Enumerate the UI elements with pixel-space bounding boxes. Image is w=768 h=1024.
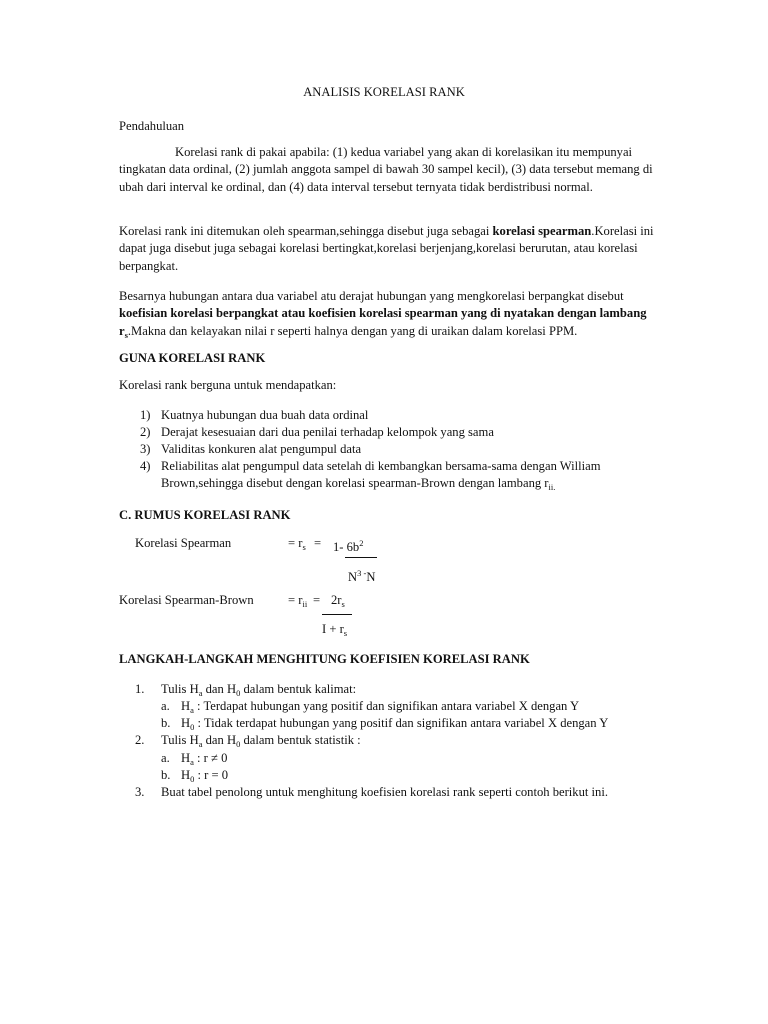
step-1b: $H_0$ : Tidak terdapat hubungan yang positif dan signifikan antara variabel X dengan Y	[181, 716, 609, 732]
formula-denominator: $N^{3 -}N$	[348, 568, 376, 584]
step-1: Tulis $H_a$ dan $H_0$ dalam bentuk kalimat:	[161, 682, 357, 698]
guna-heading: GUNA KORELASI RANK	[119, 351, 266, 365]
step-number: 1.	[135, 682, 145, 696]
fraction-bar	[322, 614, 352, 615]
list-item-number: 1)	[140, 408, 151, 422]
formula-denominator: $I + r_s$	[322, 622, 348, 638]
list-item: Kuatnya hubungan dua buah data ordinal	[161, 408, 369, 422]
list-item: Reliabilitas alat pengumpul data setelah di kembangkan bersama-sama dengan William	[161, 459, 601, 473]
substep-letter: b.	[161, 768, 171, 782]
intro-heading: Pendahuluan	[119, 119, 185, 133]
paragraph-intro: Korelasi rank di pakai apabila: (1) kedua variabel yang akan di korelasikan itu mempunyai tingkatan data ordinal, (2) jumlah anggota sampel di bawah 30 sampel kecil), (3) data tersebut memang di ubah dari interval ke ordinal, dan (4) data interval tersebut ternyata tidak berdistribusi normal.	[119, 145, 653, 194]
step-2b: $H_0$ : r = 0	[181, 768, 229, 784]
step-2a: $H_a$ : r ≠ 0	[181, 751, 228, 767]
rumus-heading: C. RUMUS KORELASI RANK	[119, 508, 291, 522]
formula-equals: =	[314, 536, 322, 550]
list-item: Validitas konkuren alat pengumpul data	[161, 442, 362, 456]
guna-intro: Korelasi rank berguna untuk mendapatkan:	[119, 378, 337, 392]
list-item-number: 2)	[140, 425, 151, 439]
list-item-number: 3)	[140, 442, 151, 456]
formula-lhs: = $r_{ii}$	[288, 593, 308, 609]
page-title: ANALISIS KORELASI RANK	[303, 85, 465, 99]
step-1a: $H_a$ : Terdapat hubungan yang positif dan signifikan antara variabel X dengan Y	[181, 699, 580, 715]
list-item: Derajat kesesuaian dari dua penilai terhadap kelompok yang sama	[161, 425, 494, 439]
step-number: 3.	[135, 785, 145, 799]
substep-letter: a.	[161, 699, 170, 713]
formula-equals: =	[313, 593, 321, 607]
formula-label: Korelasi Spearman	[135, 536, 232, 550]
formula-label: Korelasi Spearman-Brown	[119, 593, 254, 607]
substep-letter: a.	[161, 751, 170, 765]
fraction-bar	[345, 557, 377, 558]
substep-letter: b.	[161, 716, 171, 730]
step-2: Tulis $H_a$ dan $H_0$ dalam bentuk statistik :	[161, 733, 361, 749]
paragraph-spearman: Korelasi rank ini ditemukan oleh spearman,sehingga disebut juga sebagai korelasi spearman.Korelasi ini dapat juga disebut juga sebagai korelasi bertingkat,korelasi berjenjang,korelasi berurutan, atau korelasi berpangkat.	[119, 224, 654, 273]
langkah-heading: LANGKAH-LANGKAH MENGHITUNG KOEFISIEN KORELASI RANK	[119, 652, 530, 666]
list-item-number: 4)	[140, 459, 151, 473]
formula-lhs: = $r_s$	[288, 536, 306, 552]
step-number: 2.	[135, 733, 145, 747]
formula-numerator: $2r_s$	[331, 593, 345, 609]
formula-numerator: 1- $6b^2$	[333, 538, 364, 554]
list-item-continuation: Brown,sehingga disebut dengan korelasi spearman-Brown dengan lambang $r_{ii.}$	[161, 476, 556, 492]
step-3: Buat tabel penolong untuk menghitung koefisien korelasi rank seperti contoh berikut ini.	[161, 785, 608, 799]
paragraph-besarnya: Besarnya hubungan antara dua variabel atu derajat hubungan yang mengkorelasi berpangkat disebut koefisian korelasi berpangkat atau koefisien korelasi spearman yang di nyatakan dengan lambang $r_s.Makna$ dan kelayakan nilai r seperti halnya dengan yang di uraikan dalam korelasi PPM.	[119, 289, 647, 340]
